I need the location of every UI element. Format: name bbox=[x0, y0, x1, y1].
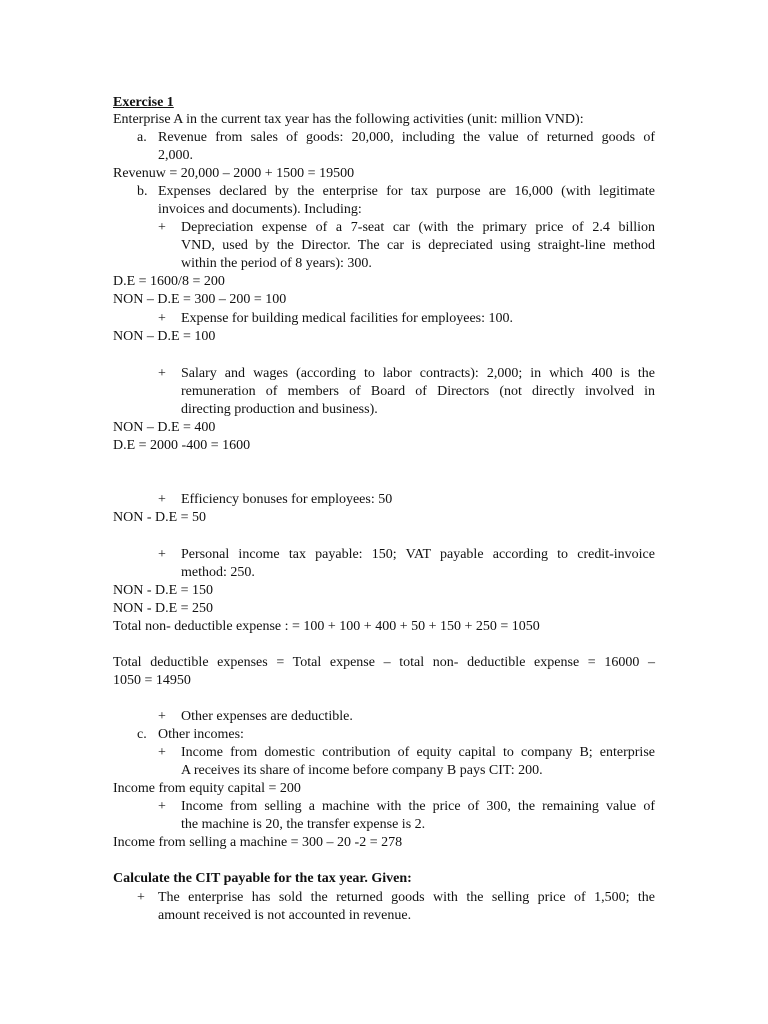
item-b-marker: b. bbox=[137, 184, 148, 199]
calc-de-2: D.E = 2000 -400 = 1600 bbox=[113, 438, 251, 453]
question-heading: Calculate the CIT payable for the tax year. Given: bbox=[113, 871, 412, 886]
item-a-line2: 2,000. bbox=[158, 148, 193, 163]
item-c-marker: c. bbox=[137, 727, 147, 742]
calc-machine: Income from selling a machine = 300 – 20 -2 = 278 bbox=[113, 835, 403, 850]
given-1-marker: + bbox=[137, 890, 145, 905]
sub-bonus-marker: + bbox=[158, 492, 166, 507]
calc-total-deductible-line2: 1050 = 14950 bbox=[113, 673, 191, 688]
sub-bonus-line1: Efficiency bonuses for employees: 50 bbox=[181, 492, 393, 507]
item-c-line1: Other incomes: bbox=[158, 727, 244, 742]
sub-salary-marker: + bbox=[158, 366, 166, 381]
calc-total-deductible-line1: Total deductible expenses = Total expense – total non- deductible expense = 16000 – bbox=[113, 655, 655, 670]
sub-equity-line2: A receives its share of income before company B pays CIT: 200. bbox=[181, 763, 543, 778]
sub-machine-line2: the machine is 20, the transfer expense is 2. bbox=[181, 817, 426, 832]
sub-depreciation-line2: VND, used by the Director. The car is depreciated using straight-line method bbox=[181, 238, 655, 253]
calc-non-1: NON – D.E = 300 – 200 = 100 bbox=[113, 292, 287, 307]
sub-equity-marker: + bbox=[158, 745, 166, 760]
sub-machine-line1: Income from selling a machine with the price of 300, the remaining value of bbox=[181, 799, 655, 814]
sub-salary-line3: directing production and business). bbox=[181, 402, 378, 417]
sub-depreciation-marker: + bbox=[158, 220, 166, 235]
sub-medical-line1: Expense for building medical facilities for employees: 100. bbox=[181, 311, 514, 326]
calc-revenue: Revenuw = 20,000 – 2000 + 1500 = 19500 bbox=[113, 166, 355, 181]
intro-text: Enterprise A in the current tax year has the following activities (unit: million VND): bbox=[113, 112, 584, 127]
calc-de-1: D.E = 1600/8 = 200 bbox=[113, 274, 225, 289]
given-1-line1: The enterprise has sold the returned goods with the selling price of 1,500; the bbox=[158, 890, 655, 905]
sub-medical-marker: + bbox=[158, 311, 166, 326]
item-b-line1: Expenses declared by the enterprise for tax purpose are 16,000 (with legitimate bbox=[158, 184, 655, 199]
calc-non-6: NON - D.E = 250 bbox=[113, 601, 214, 616]
sub-tax-line1: Personal income tax payable: 150; VAT payable according to credit-invoice bbox=[181, 547, 655, 562]
sub-salary-line1: Salary and wages (according to labor contracts): 2,000; in which 400 is the bbox=[181, 366, 655, 381]
sub-other-exp-line1: Other expenses are deductible. bbox=[181, 709, 353, 724]
sub-equity-line1: Income from domestic contribution of equity capital to company B; enterprise bbox=[181, 745, 655, 760]
given-1-line2: amount received is not accounted in revenue. bbox=[158, 908, 412, 923]
calc-non-5: NON - D.E = 150 bbox=[113, 583, 214, 598]
sub-salary-line2: remuneration of members of Board of Directors (not directly involved in bbox=[181, 384, 655, 399]
calc-equity: Income from equity capital = 200 bbox=[113, 781, 301, 796]
sub-tax-line2: method: 250. bbox=[181, 565, 255, 580]
sub-depreciation-line1: Depreciation expense of a 7-seat car (with the primary price of 2.4 billion bbox=[181, 220, 655, 235]
sub-tax-marker: + bbox=[158, 547, 166, 562]
exercise-heading: Exercise 1 bbox=[113, 95, 174, 110]
sub-other-exp-marker: + bbox=[158, 709, 166, 724]
sub-depreciation-line3: within the period of 8 years): 300. bbox=[181, 256, 372, 271]
calc-non-2: NON – D.E = 100 bbox=[113, 329, 216, 344]
item-a-line1: Revenue from sales of goods: 20,000, including the value of returned goods of bbox=[158, 130, 655, 145]
item-a-marker: a. bbox=[137, 130, 147, 145]
calc-non-4: NON - D.E = 50 bbox=[113, 510, 207, 525]
sub-machine-marker: + bbox=[158, 799, 166, 814]
calc-total-non-deductible: Total non- deductible expense : = 100 + 100 + 400 + 50 + 150 + 250 = 1050 bbox=[113, 619, 540, 634]
calc-non-3: NON – D.E = 400 bbox=[113, 420, 216, 435]
item-b-line2: invoices and documents). Including: bbox=[158, 202, 362, 217]
